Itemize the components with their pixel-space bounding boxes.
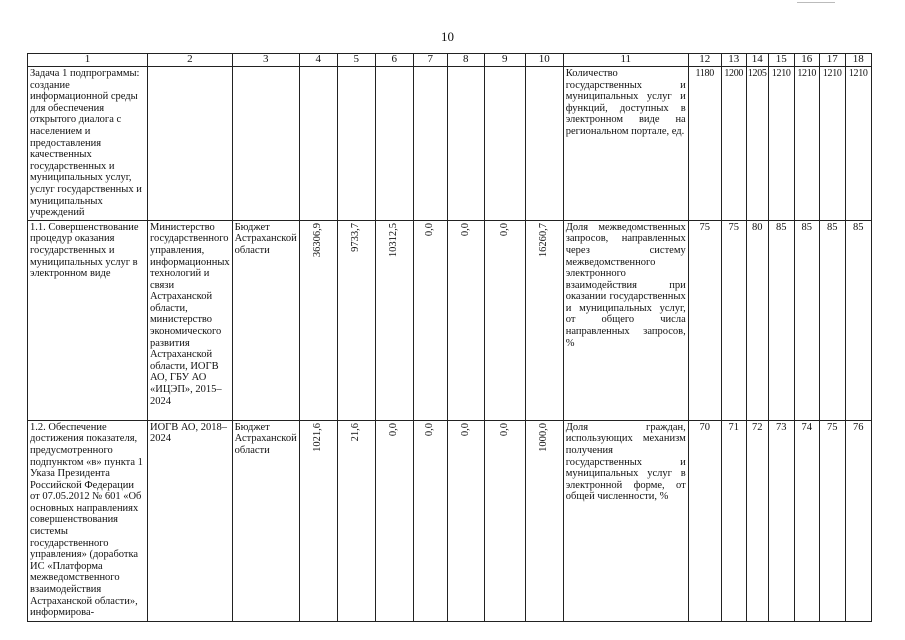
value-cell: 85 [845, 220, 871, 420]
col-header: 11 [563, 54, 688, 67]
col-header: 6 [375, 54, 413, 67]
finance-cell: 36306,9 [299, 220, 337, 420]
col-header: 13 [721, 54, 746, 67]
executor-cell [148, 67, 233, 221]
finance-cell: 0,0 [375, 420, 413, 621]
source-cell [232, 67, 299, 221]
indicator-cell: Доля граждан, использующих механизм получения государственных и муниципальных услуг в электронной форме, от общей численности, % [563, 420, 688, 621]
col-header: 1 [28, 54, 148, 67]
col-header: 7 [413, 54, 447, 67]
finance-cell [525, 67, 563, 221]
col-header: 12 [688, 54, 721, 67]
value-cell: 1210 [819, 67, 845, 221]
finance-cell [299, 67, 337, 221]
finance-cell: 0,0 [484, 220, 525, 420]
col-header: 17 [819, 54, 845, 67]
col-header: 18 [845, 54, 871, 67]
activity-name-cell: 1.2. Обеспечение достижения показателя, предусмотренного подпунктом «в» пункта 1 Указа Президента Российской Федерации от 07.05.2012 № 601 «Об основных направлениях совершенствования системы государственного управления» (доработка ИС «Платформа межведомственного взаимодействия Астраханской области», информирова- [28, 420, 148, 621]
finance-cell [375, 67, 413, 221]
value-cell: 1210 [845, 67, 871, 221]
value-cell: 1200 [721, 67, 746, 221]
finance-cell: 0,0 [413, 220, 447, 420]
col-header: 14 [746, 54, 768, 67]
page-number: 10 [441, 29, 454, 44]
col-header: 8 [447, 54, 484, 67]
value-cell: 1205 [746, 67, 768, 221]
value-cell: 85 [794, 220, 819, 420]
finance-cell: 9733,7 [337, 220, 375, 420]
program-table [27, 53, 872, 622]
activity-name-cell: 1.1. Совершенствование процедур оказания государственных и муниципальных услуг в электронном виде [28, 220, 148, 420]
table-row [28, 220, 872, 420]
indicator-cell: Количество государственных и муниципальных услуг и функций, доступных в электронном виде на региональном портале, ед. [563, 67, 688, 221]
value-cell: 70 [688, 420, 721, 621]
col-header: 3 [232, 54, 299, 67]
value-cell: 85 [768, 220, 794, 420]
value-cell: 71 [721, 420, 746, 621]
scan-edge-mark [797, 2, 835, 3]
column-number-row [28, 54, 872, 67]
col-header: 16 [794, 54, 819, 67]
value-cell: 75 [721, 220, 746, 420]
finance-cell: 0,0 [484, 420, 525, 621]
value-cell: 76 [845, 420, 871, 621]
finance-cell: 10312,5 [375, 220, 413, 420]
finance-cell: 1021,6 [299, 420, 337, 621]
table-row [28, 67, 872, 221]
value-cell: 85 [819, 220, 845, 420]
finance-cell [484, 67, 525, 221]
col-header: 9 [484, 54, 525, 67]
value-cell: 73 [768, 420, 794, 621]
value-cell: 72 [746, 420, 768, 621]
executor-cell: Министерство государственного управления, информационных технологий и связи Астраханской области, министерство экономического развития Астраханской области, ИОГВ АО, ГБУ АО «ИЦЭП», 2015–2024 [148, 220, 233, 420]
col-header: 2 [148, 54, 233, 67]
finance-cell [337, 67, 375, 221]
col-header: 15 [768, 54, 794, 67]
finance-cell: 21,6 [337, 420, 375, 621]
value-cell: 1180 [688, 67, 721, 221]
value-cell: 74 [794, 420, 819, 621]
finance-cell [413, 67, 447, 221]
table-row [28, 420, 872, 621]
col-header: 4 [299, 54, 337, 67]
col-header: 5 [337, 54, 375, 67]
task-name-cell: Задача 1 подпрограммы: создание информационной среды для обеспечения открытого диалога с населением и предоставления качественных государственных и муниципальных услуг, услуг государственных и муниципальных учреждений [28, 67, 148, 221]
indicator-cell: Доля межведомственных запросов, направленных через систему межведомственного электронного взаимодействия при оказании государственных и муниципальных услуг, от общего числа направленных запросов, % [563, 220, 688, 420]
value-cell: 80 [746, 220, 768, 420]
source-cell: Бюджет Астраханской области [232, 420, 299, 621]
value-cell: 75 [819, 420, 845, 621]
finance-cell [447, 67, 484, 221]
value-cell: 75 [688, 220, 721, 420]
finance-cell: 1000,0 [525, 420, 563, 621]
finance-cell: 0,0 [447, 220, 484, 420]
finance-cell: 16260,7 [525, 220, 563, 420]
source-cell: Бюджет Астраханской области [232, 220, 299, 420]
value-cell: 1210 [794, 67, 819, 221]
value-cell: 1210 [768, 67, 794, 221]
finance-cell: 0,0 [447, 420, 484, 621]
col-header: 10 [525, 54, 563, 67]
executor-cell: ИОГВ АО, 2018–2024 [148, 420, 233, 621]
finance-cell: 0,0 [413, 420, 447, 621]
